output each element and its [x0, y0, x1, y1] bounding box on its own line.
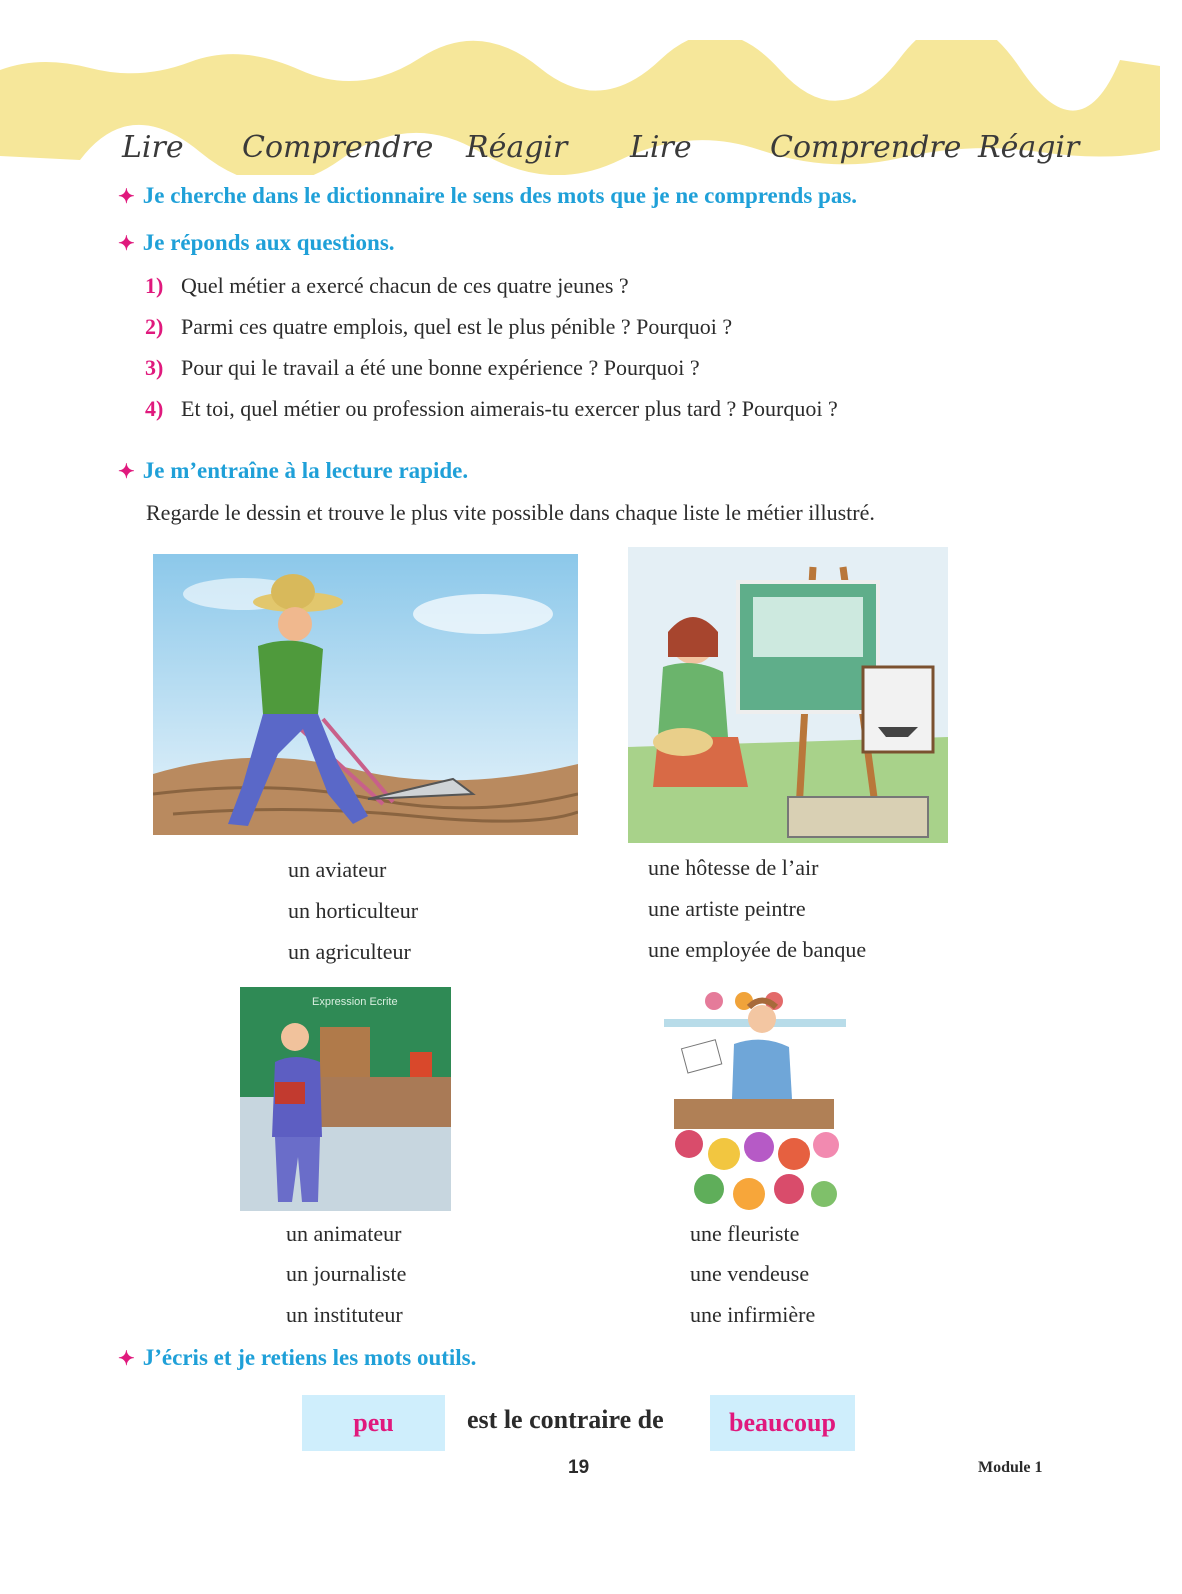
banner-word-reagir: Réagir	[466, 130, 568, 165]
banner-word-comprendre: Comprendre	[770, 130, 962, 165]
question-item: 2) Parmi ces quatre emplois, quel est le plus pénible ? Pourquoi ?	[145, 314, 733, 339]
reading-instruction: Regarde le dessin et trouve le plus vite possible dans chaque liste le métier illustré.	[146, 500, 875, 525]
star-bullet-icon: ✦	[118, 1348, 135, 1370]
star-bullet-icon: ✦	[118, 461, 135, 483]
list-item: un horticulteur	[288, 898, 419, 923]
tool-word-relation: est le contraire de	[467, 1405, 664, 1434]
star-bullet-icon: ✦	[118, 233, 135, 255]
word-box-peu: peu	[302, 1395, 445, 1451]
list-item: un agriculteur	[288, 939, 411, 964]
section-questions: ✦ Je réponds aux questions.	[118, 230, 395, 255]
list-item: une fleuriste	[690, 1221, 800, 1246]
section-writing: ✦ J’écris et je retiens les mots outils.	[118, 1345, 477, 1370]
farmer-illustration	[153, 554, 578, 835]
question-item: 3) Pour qui le travail a été une bonne expérience ? Pourquoi ?	[145, 355, 700, 380]
module-label: Module 1	[978, 1459, 1043, 1476]
question-item: 1) Quel métier a exercé chacun de ces quatre jeunes ?	[145, 273, 629, 298]
banner-word-reagir: Réagir	[978, 130, 1080, 165]
list-item: une infirmière	[690, 1302, 816, 1327]
list-item: un journaliste	[286, 1261, 407, 1286]
banner-word-lire: Lire	[122, 130, 184, 165]
list-item: un aviateur	[288, 857, 387, 882]
word-box-beaucoup: beaucoup	[710, 1395, 855, 1451]
banner-word-lire: Lire	[630, 130, 692, 165]
list-item: une hôtesse de l’air	[648, 855, 819, 880]
florist-illustration	[664, 989, 846, 1214]
star-bullet-icon: ✦	[118, 186, 135, 208]
section-reading: ✦ Je m’entraîne à la lecture rapide.	[118, 458, 469, 483]
board-text: Expression Ecrite	[312, 996, 398, 1008]
painter-illustration	[628, 547, 948, 843]
list-item: un animateur	[286, 1221, 402, 1246]
header-banner	[0, 40, 1182, 175]
page-number: 19	[568, 1457, 590, 1478]
banner-word-comprendre: Comprendre	[242, 130, 434, 165]
list-item: une artiste peintre	[648, 896, 806, 921]
section-dictionary: ✦ Je cherche dans le dictionnaire le sens des mots que je ne comprends pas.	[118, 183, 858, 208]
list-item: un instituteur	[286, 1302, 403, 1327]
teacher-illustration	[240, 987, 451, 1211]
list-item: une employée de banque	[648, 937, 867, 962]
question-item: 4) Et toi, quel métier ou profession aimerais-tu exercer plus tard ? Pourquoi ?	[145, 396, 838, 421]
list-item: une vendeuse	[690, 1261, 810, 1286]
